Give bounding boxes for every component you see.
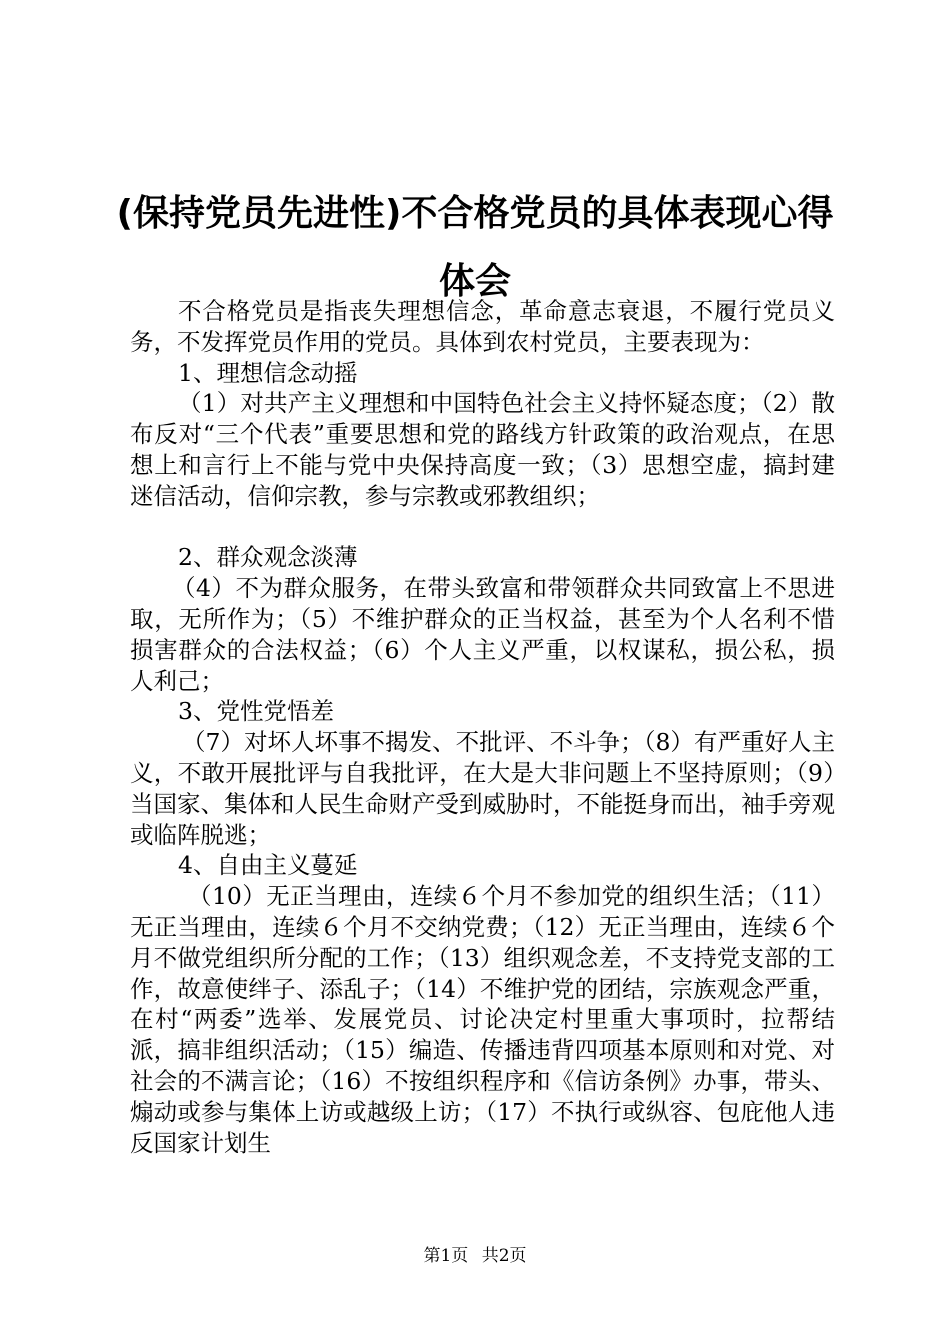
page-number: 第1页 <box>423 1246 469 1266</box>
section-content: （1）对共产主义理想和中国特色社会主义持怀疑态度；（2）散布反对“三个代表”重要思想和党的路线方针政策的政治观点，在思想上和言行上不能与党中央保持高度一致；（3）思想空虚，搞封建迷信活动，信仰宗教，参与宗教或邪教组织； <box>130 389 835 510</box>
section-content: （7）对坏人坏事不揭发、不批评、不斗争；（8）有严重好人主义，不敢开展批评与自我批评，在大是大非问题上不坚持原则；（9）当国家、集体和人民生命财产受到威胁时，不能挺身而出，袖手旁观或临阵脱逃； <box>130 728 835 849</box>
section-heading: 3、党性党悟差 <box>178 697 334 726</box>
section-heading: 4、自由主义蔓延 <box>178 851 358 880</box>
blank-line <box>130 512 835 543</box>
page-footer <box>0 1244 950 1268</box>
section-content: （4）不为群众服务，在带头致富和带领群众共同致富上不思进取，无所作为；（5）不维护群众的正当权益，甚至为个人名利不惜损害群众的合法权益；（6）个人主义严重，以权谋私，损公私，损人利己； <box>130 574 835 695</box>
section-content: （10）无正当理由，连续６个月不参加党的组织生活；（11）无正当理由，连续６个月不交纳党费；（12）无正当理由，连续６个月不做党组织所分配的工作；（13）组织观念差，不支持党支部的工作，故意使绊子、添乱子；（14）不维护党的团结，宗族观念严重，在村“两委”选举、发展党员、讨论决定村里重大事项时，拉帮结派，搞非组织活动；（15）编造、传播违背四项基本原则和对党、对社会的不满言论；（16）不按组织程序和《信访条例》办事，带头、煽动或参与集体上访或越级上访；（17）不执行或纵容、包庇他人违反国家计划生 <box>130 882 835 1157</box>
intro-paragraph: 不合格党员是指丧失理想信念，革命意志衰退，不履行党员义务，不发挥党员作用的党员。具体到农村党员，主要表现为： <box>130 297 835 356</box>
section-heading: 1、理想信念动摇 <box>178 358 358 387</box>
document-body <box>130 296 835 1158</box>
page-total: 共2页 <box>481 1246 527 1266</box>
document-title: (保持党员先进性)不合格党员的具体表现心得体会 <box>116 193 834 302</box>
section-heading: 2、群众观念淡薄 <box>178 543 358 572</box>
